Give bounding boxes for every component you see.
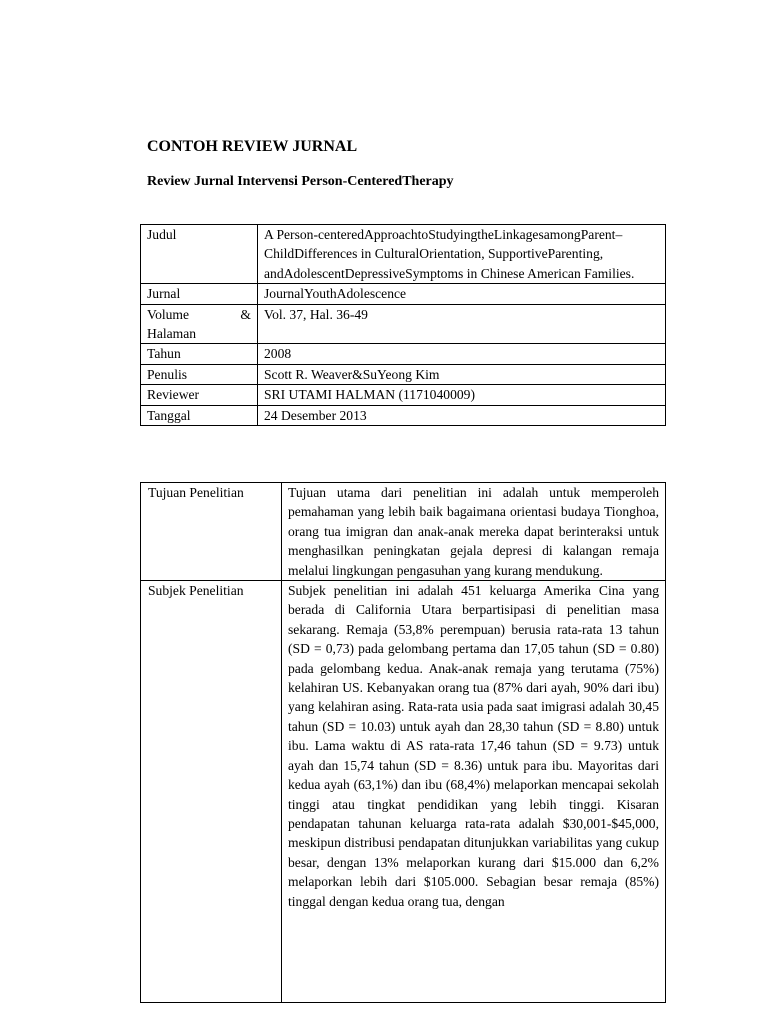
table-row: [141, 344, 666, 364]
journal-info-table: [140, 224, 666, 426]
table-row: [141, 284, 666, 304]
tahun-value: 2008: [258, 344, 666, 364]
subjek-value: Subjek penelitian ini adalah 451 keluarga Amerika Cina yang berada di California Utara berpartisipasi di penelitian masa sekarang. Remaja (53,8% perempuan) berusia rata-rata 13 tahun (SD = 0,73) pada gelombang pertama dan 17,05 tahun (SD = 0.80) pada gelombang kedua. Anak-anak remaja yang terutama (75%) kelahiran US. Kebanyakan orang tua (87% dari ayah, 90% dari ibu) yang kelahiran asing. Rata-rata usia pada saat imigrasi adalah 30,45 tahun (SD = 10.03) untuk ayah dan 28,30 tahun (SD = 8.80) untuk ibu. Lama waktu di AS rata-rata 17,46 tahun (SD = 9.73) untuk ayah dan 15,74 tahun (SD = 8.36) untuk para ibu. Mayoritas dari kedua ayah (63,1%) dan ibu (68,4%) melaporkan mencapai sekolah tinggi atau tingkat pendidikan yang lebih tinggi. Kisaran pendapatan tahunan keluarga rata-rata adalah $30,001-$45,000, meskipun distribusi pendapatan ditunjukkan variabilitas yang cukup besar, dengan 13% melaporkan kurang dari $15.000 dan 6,2% melaporkan lebih dari $105.000. Sebagian besar remaja (85%) tinggal dengan kedua orang tua, dengan: [288, 583, 659, 909]
table-row: [141, 405, 666, 425]
jurnal-label: Jurnal: [141, 284, 258, 304]
volume-label-word: Volume: [147, 306, 190, 322]
volume-label-amp: &: [240, 306, 251, 322]
jurnal-value: JournalYouthAdolescence: [258, 284, 666, 304]
document-title: CONTOH REVIEW JURNAL: [147, 138, 358, 155]
review-table: [140, 482, 666, 1003]
halaman-label-word: Halaman: [147, 326, 197, 342]
penulis-value: Scott R. Weaver&SuYeong Kim: [258, 364, 666, 384]
judul-label: Judul: [141, 225, 258, 284]
table-row: [141, 304, 666, 344]
reviewer-label: Reviewer: [141, 385, 258, 405]
table-row: [141, 581, 666, 1003]
subjek-label: Subjek Penelitian: [141, 581, 282, 1003]
table-row: [141, 483, 666, 581]
tanggal-value: 24 Desember 2013: [258, 405, 666, 425]
volume-label: [141, 304, 258, 344]
tujuan-label: Tujuan Penelitian: [141, 483, 282, 581]
document-subtitle: Review Jurnal Intervensi Person-CenteredTherapy: [147, 174, 454, 189]
tujuan-value: Tujuan utama dari penelitian ini adalah untuk memperoleh pemahaman yang lebih baik bagaimana orientasi budaya Tionghoa, orang tua imigran dan anak-anak mereka dapat berinteraksi untuk menghasilkan peningkatan gejala depresi di kalangan remaja melalui lingkungan pengasuhan yang kurang mendukung.: [282, 483, 666, 581]
tanggal-label: Tanggal: [141, 405, 258, 425]
judul-value: A Person-centeredApproachtoStudyingtheLinkagesamongParent–ChildDifferences in CulturalOrientation, SupportiveParenting, andAdolescentDepressiveSymptoms in Chinese American Families.: [258, 225, 666, 284]
table-row: [141, 225, 666, 284]
table-row: [141, 385, 666, 405]
volume-value: Vol. 37, Hal. 36-49: [258, 304, 666, 344]
reviewer-value: SRI UTAMI HALMAN (1171040009): [258, 385, 666, 405]
tahun-label: Tahun: [141, 344, 258, 364]
subjek-cell: [282, 581, 666, 1003]
penulis-label: Penulis: [141, 364, 258, 384]
table-row: [141, 364, 666, 384]
